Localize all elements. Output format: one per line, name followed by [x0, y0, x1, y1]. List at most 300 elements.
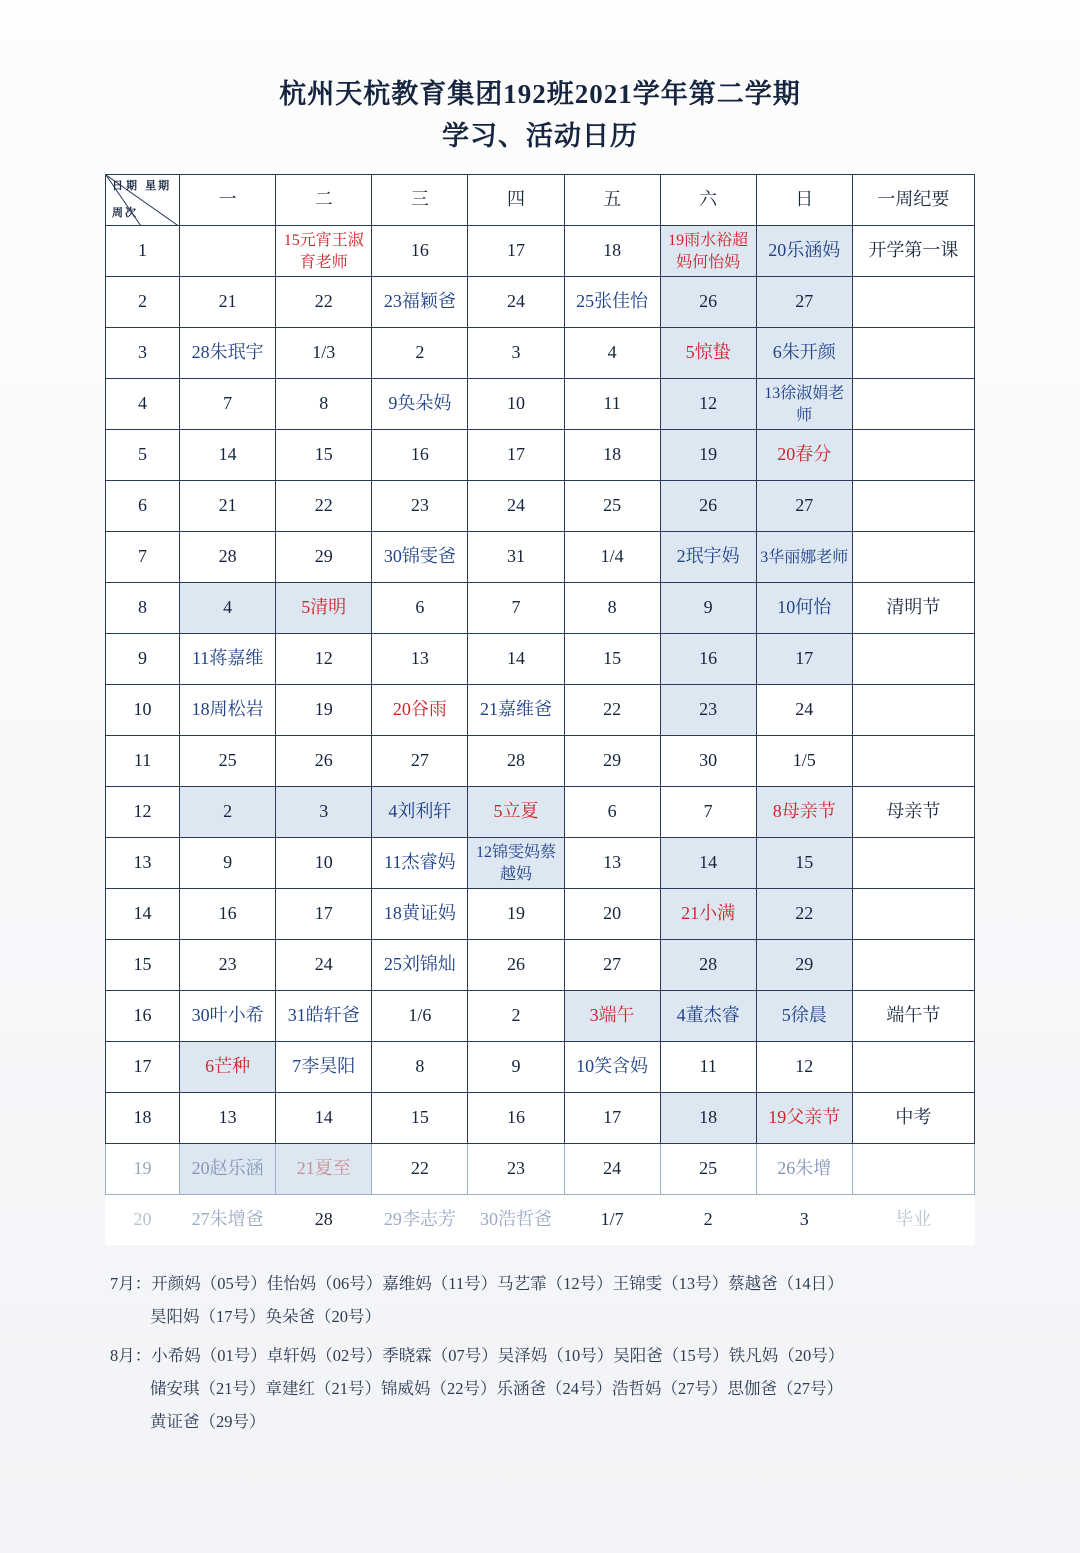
day-cell-text: 11 [699, 1056, 717, 1077]
day-cell [756, 888, 852, 939]
footnote-line: 昊阳妈（17号）奂朵爸（20号） [150, 1306, 381, 1326]
week-number-cell: 2 [106, 276, 180, 327]
day-cell [276, 990, 372, 1041]
day-cell-text: 28 [699, 954, 718, 975]
day-cell-text: 17 [603, 1107, 622, 1128]
day-cell-text: 31 [506, 546, 525, 567]
day-cell-text: 1/4 [600, 546, 624, 567]
day-cell [756, 531, 852, 582]
table-row [106, 480, 975, 531]
weekly-summary-cell: 开学第一课 [852, 225, 974, 276]
day-cell [756, 990, 852, 1041]
day-cell [372, 276, 468, 327]
day-cell-text: 4 [223, 597, 233, 618]
weekly-summary-cell: 端午节 [852, 990, 974, 1041]
day-cell [660, 786, 756, 837]
table-row [106, 276, 975, 327]
day-cell [756, 633, 852, 684]
day-cell-text: 30 [699, 750, 718, 771]
day-cell [180, 735, 276, 786]
day-cell [660, 378, 756, 429]
day-cell-text: 15元宵王淑育老师 [283, 232, 364, 271]
day-cell [468, 327, 564, 378]
week-number-cell: 19 [106, 1143, 180, 1194]
table-row [106, 1041, 975, 1092]
day-cell-text: 16 [410, 444, 429, 465]
day-cell [564, 1194, 660, 1245]
day-cell [564, 1092, 660, 1143]
table-row [106, 582, 975, 633]
day-cell-text: 20 [603, 903, 622, 924]
weekly-summary-cell: 毕业 [895, 1209, 932, 1230]
day-cell [372, 1092, 468, 1143]
day-cell-text: 27 [795, 495, 814, 516]
day-cell-text: 25 [603, 495, 622, 516]
day-cell [468, 480, 564, 531]
day-cell [756, 837, 852, 888]
day-cell [276, 1092, 372, 1143]
day-cell [564, 327, 660, 378]
day-cell [468, 582, 564, 633]
day-cell-text: 23 [506, 1158, 525, 1179]
day-cell [180, 684, 276, 735]
header-dow-2: 二 [276, 174, 372, 225]
day-cell-text: 26 [699, 291, 718, 312]
day-cell-text: 9奂朵妈 [388, 393, 452, 414]
day-cell-text: 10 [506, 393, 525, 414]
day-cell [372, 1194, 468, 1245]
weekly-summary-cell [852, 378, 974, 429]
day-cell [180, 1041, 276, 1092]
footnotes [110, 1267, 970, 1438]
week-number-cell: 3 [106, 327, 180, 378]
day-cell [756, 429, 852, 480]
day-cell-text: 22 [314, 291, 333, 312]
day-cell [660, 837, 756, 888]
day-cell [756, 480, 852, 531]
table-row [106, 684, 975, 735]
table-row [106, 990, 975, 1041]
day-cell-text: 2 [415, 342, 425, 363]
day-cell-text: 22 [795, 903, 814, 924]
week-number-cell: 17 [106, 1041, 180, 1092]
day-cell [180, 378, 276, 429]
day-cell-text: 4 [607, 342, 617, 363]
day-cell-text: 14 [314, 1107, 333, 1128]
day-cell [372, 684, 468, 735]
day-cell-text: 17 [795, 648, 814, 669]
table-row [106, 633, 975, 684]
day-cell [468, 429, 564, 480]
day-cell-text: 26 [506, 954, 525, 975]
day-cell [276, 276, 372, 327]
weekly-summary-cell [852, 429, 974, 480]
day-cell-text: 20谷雨 [392, 699, 447, 720]
day-cell-text: 21 [218, 495, 237, 516]
day-cell-text: 22 [603, 699, 622, 720]
day-cell [276, 582, 372, 633]
day-cell [276, 939, 372, 990]
day-cell-text: 29李志芳 [383, 1209, 456, 1230]
day-cell-text: 27 [603, 954, 622, 975]
day-cell-text: 16 [410, 240, 429, 261]
day-cell [660, 429, 756, 480]
day-cell [468, 276, 564, 327]
day-cell [660, 1041, 756, 1092]
day-cell [756, 735, 852, 786]
day-cell [468, 837, 564, 888]
week-number-cell: 9 [106, 633, 180, 684]
day-cell-text: 24 [314, 954, 333, 975]
day-cell-text: 8 [415, 1056, 425, 1077]
weekly-summary-cell [852, 276, 974, 327]
week-number-cell: 18 [106, 1092, 180, 1143]
day-cell [468, 633, 564, 684]
day-cell [564, 276, 660, 327]
day-cell [372, 429, 468, 480]
weekly-summary-cell: 母亲节 [852, 786, 974, 837]
day-cell-text: 28 [314, 1209, 333, 1230]
day-cell [468, 888, 564, 939]
table-row [106, 939, 975, 990]
day-cell-text: 7李昊阳 [292, 1056, 356, 1077]
day-cell [180, 582, 276, 633]
day-cell [372, 225, 468, 276]
day-cell-text: 21嘉维爸 [479, 699, 552, 720]
day-cell [660, 276, 756, 327]
day-cell [756, 327, 852, 378]
footnote-line: 黄证爸（29号） [150, 1411, 266, 1431]
table-row [106, 327, 975, 378]
day-cell-text: 4董杰睿 [676, 1005, 740, 1026]
day-cell [756, 1092, 852, 1143]
day-cell-text: 3 [319, 801, 329, 822]
day-cell-text: 10 [314, 852, 333, 873]
footnote-line: 储安琪（21号）章建红（21号）锦威妈（22号）乐涵爸（24号）浩哲妈（27号）思伽爸（27号） [150, 1378, 843, 1398]
day-cell [564, 786, 660, 837]
day-cell-text: 13徐淑娟老师 [764, 385, 845, 424]
header-weekly-summary: 一周纪要 [852, 174, 974, 225]
day-cell [564, 1143, 660, 1194]
day-cell-text: 20赵乐涵 [191, 1158, 264, 1179]
day-cell [372, 786, 468, 837]
day-cell [660, 939, 756, 990]
day-cell [756, 939, 852, 990]
day-cell [276, 837, 372, 888]
week-number-cell: 6 [106, 480, 180, 531]
day-cell [276, 327, 372, 378]
day-cell-text: 1/3 [312, 342, 336, 363]
day-cell [564, 684, 660, 735]
day-cell [468, 735, 564, 786]
weekly-summary-cell: 清明节 [852, 582, 974, 633]
day-cell-text: 6朱开颜 [772, 342, 836, 363]
day-cell [276, 888, 372, 939]
day-cell [564, 837, 660, 888]
day-cell [564, 990, 660, 1041]
day-cell [180, 837, 276, 888]
day-cell [756, 786, 852, 837]
table-row [106, 1194, 975, 1245]
day-cell-text: 13 [218, 1107, 237, 1128]
day-cell-text: 11蒋嘉维 [191, 648, 264, 669]
day-cell-text: 2珉宇妈 [676, 546, 740, 567]
week-number-cell: 1 [106, 225, 180, 276]
day-cell [660, 888, 756, 939]
week-number-cell: 15 [106, 939, 180, 990]
corner-label-dow: 星期 [145, 179, 172, 192]
table-row [106, 837, 975, 888]
day-cell [660, 735, 756, 786]
day-cell-text: 29 [314, 546, 333, 567]
day-cell [468, 990, 564, 1041]
day-cell-text: 16 [218, 903, 237, 924]
day-cell-text: 17 [314, 903, 333, 924]
day-cell [276, 786, 372, 837]
day-cell-text: 25张佳怡 [576, 291, 649, 312]
day-cell-text: 7 [223, 393, 233, 414]
day-cell-text: 24 [795, 699, 814, 720]
day-cell [564, 225, 660, 276]
weekly-summary-cell [852, 684, 974, 735]
day-cell-text: 10笑含妈 [576, 1056, 649, 1077]
week-number-cell: 16 [106, 990, 180, 1041]
week-number-cell: 8 [106, 582, 180, 633]
day-cell-text: 17 [506, 444, 525, 465]
weekly-summary-cell [852, 939, 974, 990]
weekly-summary-cell [852, 888, 974, 939]
day-cell [180, 225, 276, 276]
weekly-summary-cell [852, 633, 974, 684]
day-cell [372, 1143, 468, 1194]
day-cell-text: 14 [699, 852, 718, 873]
day-cell [756, 1041, 852, 1092]
day-cell [660, 990, 756, 1041]
day-cell-text: 30锦雯爸 [383, 546, 456, 567]
day-cell [372, 888, 468, 939]
day-cell [468, 939, 564, 990]
day-cell [276, 735, 372, 786]
day-cell [468, 1194, 564, 1245]
day-cell [756, 582, 852, 633]
day-cell [660, 480, 756, 531]
weekly-summary-cell [852, 837, 974, 888]
day-cell-text: 12 [795, 1056, 814, 1077]
day-cell-text: 31皓轩爸 [287, 1005, 360, 1026]
day-cell [372, 837, 468, 888]
day-cell-text: 12锦雯妈蔡越妈 [475, 844, 556, 883]
day-cell [180, 531, 276, 582]
day-cell [276, 531, 372, 582]
day-cell-text: 5清明 [301, 597, 347, 618]
header-row [106, 174, 975, 225]
week-number-cell: 13 [106, 837, 180, 888]
day-cell-text: 9 [223, 852, 233, 873]
week-number-cell: 14 [106, 888, 180, 939]
day-cell-text: 13 [410, 648, 429, 669]
day-cell [756, 1143, 852, 1194]
day-cell-text: 26朱增 [777, 1158, 832, 1179]
day-cell-text: 30浩哲爸 [479, 1209, 552, 1230]
header-dow-5: 五 [564, 174, 660, 225]
day-cell [468, 225, 564, 276]
day-cell-text: 9 [511, 1056, 521, 1077]
day-cell-text: 27 [410, 750, 429, 771]
day-cell-text: 3 [511, 342, 521, 363]
day-cell [180, 633, 276, 684]
day-cell [276, 1041, 372, 1092]
day-cell [660, 531, 756, 582]
day-cell-text: 23福颖爸 [383, 291, 456, 312]
week-number-cell: 12 [106, 786, 180, 837]
day-cell [468, 684, 564, 735]
header-dow-1: 一 [180, 174, 276, 225]
page-title [0, 0, 1080, 158]
day-cell [756, 1194, 852, 1245]
calendar-table [105, 174, 975, 1245]
day-cell [372, 327, 468, 378]
day-cell [372, 480, 468, 531]
day-cell-text: 11杰睿妈 [384, 852, 456, 873]
day-cell [468, 1143, 564, 1194]
day-cell [180, 429, 276, 480]
day-cell [372, 990, 468, 1041]
day-cell-text: 12 [314, 648, 333, 669]
day-cell [276, 480, 372, 531]
corner-label-date: 日期 [112, 179, 140, 192]
footnote-block [110, 1267, 970, 1333]
day-cell-text: 15 [410, 1107, 429, 1128]
day-cell-text: 5徐晨 [781, 1005, 827, 1026]
footnote-line: 7月：开颜妈（05号）佳怡妈（06号）嘉维妈（11号）马艺霏（12号）王锦雯（13号）蔡越爸（14日） [110, 1273, 844, 1293]
title-line-2: 学习、活动日历 [442, 120, 638, 151]
day-cell-text: 1/5 [792, 750, 816, 771]
day-cell-text: 2 [703, 1209, 713, 1230]
day-cell-text: 25刘锦灿 [383, 954, 456, 975]
table-row [106, 735, 975, 786]
day-cell [756, 378, 852, 429]
day-cell [180, 276, 276, 327]
day-cell-text: 14 [218, 444, 237, 465]
day-cell [372, 939, 468, 990]
day-cell [276, 633, 372, 684]
day-cell [564, 1041, 660, 1092]
day-cell [372, 735, 468, 786]
week-number-cell: 10 [106, 684, 180, 735]
day-cell-text: 11 [603, 393, 621, 414]
day-cell-text: 18 [699, 1107, 718, 1128]
day-cell [660, 1143, 756, 1194]
day-cell-text: 7 [703, 801, 713, 822]
day-cell [372, 633, 468, 684]
day-cell-text: 1/7 [600, 1209, 624, 1230]
week-number-cell: 20 [133, 1209, 152, 1230]
day-cell [564, 633, 660, 684]
day-cell-text: 15 [795, 852, 814, 873]
day-cell-text: 18周松岩 [191, 699, 264, 720]
day-cell-text: 19 [699, 444, 718, 465]
day-cell-text: 29 [603, 750, 622, 771]
weekly-summary-cell [852, 1041, 974, 1092]
day-cell [276, 378, 372, 429]
day-cell-text: 28 [506, 750, 525, 771]
day-cell-text: 24 [603, 1158, 622, 1179]
day-cell [276, 225, 372, 276]
day-cell [468, 1092, 564, 1143]
day-cell [564, 582, 660, 633]
day-cell [660, 327, 756, 378]
day-cell [564, 531, 660, 582]
day-cell-text: 28 [218, 546, 237, 567]
table-row [106, 429, 975, 480]
day-cell-text: 23 [410, 495, 429, 516]
header-dow-7: 日 [756, 174, 852, 225]
day-cell-text: 15 [314, 444, 333, 465]
day-cell-text: 1/6 [408, 1005, 432, 1026]
day-cell-text: 22 [410, 1158, 429, 1179]
day-cell-text: 3端午 [589, 1005, 635, 1026]
day-cell [180, 480, 276, 531]
day-cell-text: 19 [314, 699, 333, 720]
table-row [106, 786, 975, 837]
header-dow-4: 四 [468, 174, 564, 225]
table-row [106, 1143, 975, 1194]
day-cell [372, 531, 468, 582]
day-cell-text: 8 [319, 393, 329, 414]
day-cell [564, 735, 660, 786]
weekly-summary-cell [852, 1143, 974, 1194]
corner-label-week: 周次 [112, 207, 138, 220]
day-cell-text: 15 [603, 648, 622, 669]
day-cell-text: 6芒种 [205, 1056, 251, 1077]
day-cell [660, 633, 756, 684]
footnote-line: 8月：小希妈（01号）卓轩妈（02号）季晓霖（07号）吴泽妈（10号）吴阳爸（15号）铁凡妈（20号） [110, 1345, 845, 1365]
day-cell-text: 23 [699, 699, 718, 720]
day-cell [276, 429, 372, 480]
week-number-cell: 4 [106, 378, 180, 429]
day-cell-text: 20乐涵妈 [768, 240, 841, 261]
day-cell-text: 10何怡 [777, 597, 832, 618]
day-cell-text: 20春分 [777, 444, 832, 465]
day-cell-text: 8母亲节 [772, 801, 836, 822]
day-cell-text: 26 [699, 495, 718, 516]
weekly-summary-cell [852, 327, 974, 378]
day-cell-text: 19父亲节 [768, 1107, 841, 1128]
week-number-cell: 5 [106, 429, 180, 480]
day-cell [372, 582, 468, 633]
header-dow-6: 六 [660, 174, 756, 225]
day-cell [756, 225, 852, 276]
table-header [106, 174, 975, 225]
day-cell [180, 1194, 276, 1245]
day-cell-text: 8 [607, 597, 617, 618]
day-cell-text: 3 [799, 1209, 809, 1230]
day-cell [756, 276, 852, 327]
footnote-block [110, 1339, 970, 1438]
day-cell-text: 13 [603, 852, 622, 873]
day-cell [276, 684, 372, 735]
day-cell [180, 990, 276, 1041]
day-cell-text: 16 [506, 1107, 525, 1128]
day-cell-text: 25 [699, 1158, 718, 1179]
day-cell [180, 1143, 276, 1194]
day-cell-text: 21小满 [681, 903, 736, 924]
day-cell-text: 26 [314, 750, 333, 771]
week-number-cell: 7 [106, 531, 180, 582]
day-cell [660, 225, 756, 276]
day-cell-text: 14 [506, 648, 525, 669]
day-cell [660, 582, 756, 633]
